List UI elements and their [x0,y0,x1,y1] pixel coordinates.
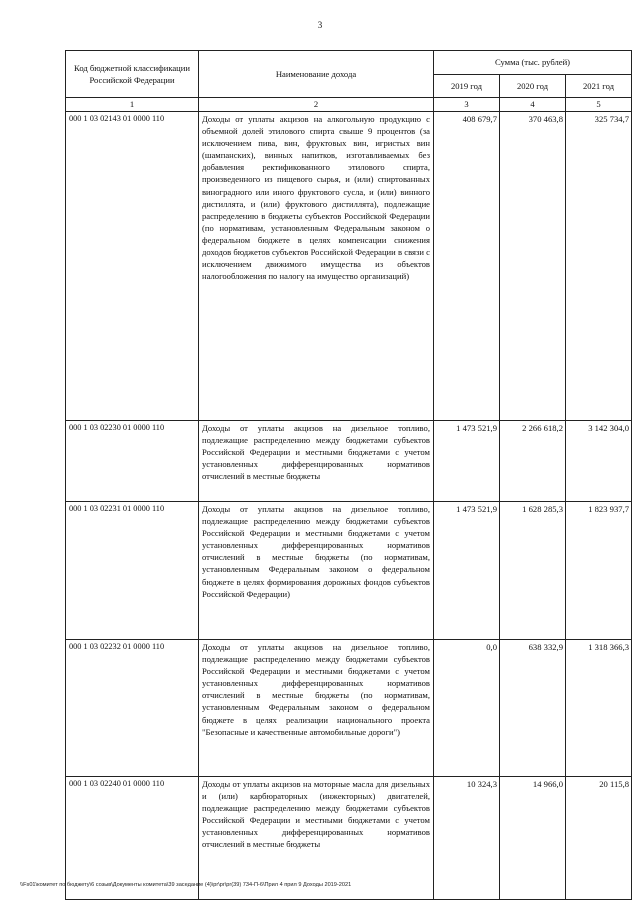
row-description: Доходы от уплаты акцизов на дизельное топливо, подлежащие распределению между бюджетами субъектов Российской Федерации и местными бюджетами с учетом установленных дифференцированных нормативов отчислений в местные бюджеты (по нормативам, установленным Федеральным законом о федеральном бюджете в целях реализации национального проекта "Безопасные и качественные автомобильные дороги") [199,640,434,777]
row-description: Доходы от уплаты акцизов на дизельное топливо, подлежащие распределению между бюджетами субъектов Российской Федерации и местными бюджетами с учетом установленных дифференцированных нормативов отчислений в местные бюджеты (по нормативам, установленным Федеральным законом о федеральном бюджете в целях формирования дорожных фондов субъектов Российской Федерации) [199,502,434,640]
row-code: 000 1 03 02143 01 0000 110 [66,112,199,421]
header-code: Код бюджетной классификации Российской Федерации [66,51,199,98]
row-amount-2019: 0,0 [434,640,500,777]
row-code: 000 1 03 02240 01 0000 110 [66,777,199,900]
row-amount-2020: 638 332,9 [500,640,566,777]
row-description: Доходы от уплаты акцизов на дизельное топливо, подлежащие распределению между бюджетами субъектов Российской Федерации и местными бюджетами с учетом установленных дифференцированных нормативов отчислений в местные бюджеты [199,421,434,502]
file-path-footer: \\Fs01\комитет по бюджету\6 созыв\Документы комитета\39 заседание (4)\pr\pr\pr(39) 734-П-6\Прил 4 прил 9 Доходы 2019-2021 [20,882,352,888]
row-code: 000 1 03 02232 01 0000 110 [66,640,199,777]
column-number: 1 [66,98,199,112]
column-number: 3 [434,98,500,112]
column-number: 5 [566,98,632,112]
row-code: 000 1 03 02231 01 0000 110 [66,502,199,640]
page-number: 3 [317,20,323,30]
column-number: 2 [199,98,434,112]
row-amount-2019: 1 473 521,9 [434,421,500,502]
table-row [66,421,632,502]
header-year-2020: 2020 год [500,74,566,98]
row-amount-2019: 1 473 521,9 [434,502,500,640]
row-amount-2020: 370 463,8 [500,112,566,421]
row-description: Доходы от уплаты акцизов на моторные масла для дизельных и (или) карбюраторных (инжекторных) двигателей, подлежащие распределению между бюджетами субъектов Российской Федерации и местными бюджетами с учетом установленных дифференцированных нормативов отчислений в местные бюджеты [199,777,434,900]
header-year-2019: 2019 год [434,74,500,98]
row-amount-2020: 14 966,0 [500,777,566,900]
header-sum: Сумма (тыс. рублей) [434,51,632,75]
row-amount-2021: 325 734,7 [566,112,632,421]
row-description: Доходы от уплаты акцизов на алкогольную продукцию с объемной долей этилового спирта свыше 9 процентов (за исключением пива, вин, фруктовых вин, игристых вин (шампанских), винных напитков, изготавливаемых без добавления ректификованного этилового спирта, произведенного из пищевого сырья, и (или) спиртованных виноградного или иного фруктового сусла, и (или) винного дистиллята, и (или) фруктового дистиллята), подлежащие распределению в бюджеты субъектов Российской Федерации (по нормативам, установленным Федеральным законом о федеральном бюджете в целях компенсации снижения доходов бюджетов субъектов Российской Федерации в связи с исключением движимого имущества из объектов налогообложения по налогу на имущество организаций) [199,112,434,421]
row-amount-2020: 1 628 285,3 [500,502,566,640]
header-year-2021: 2021 год [566,74,632,98]
row-code: 000 1 03 02230 01 0000 110 [66,421,199,502]
budget-revenue-table [65,50,632,900]
row-amount-2021: 1 823 937,7 [566,502,632,640]
row-amount-2019: 10 324,3 [434,777,500,900]
row-amount-2020: 2 266 618,2 [500,421,566,502]
row-amount-2019: 408 679,7 [434,112,500,421]
table-row [66,640,632,777]
column-number: 4 [500,98,566,112]
row-amount-2021: 20 115,8 [566,777,632,900]
header-name: Наименование дохода [199,51,434,98]
table-row [66,112,632,421]
row-amount-2021: 3 142 304,0 [566,421,632,502]
table-row [66,502,632,640]
row-amount-2021: 1 318 366,3 [566,640,632,777]
